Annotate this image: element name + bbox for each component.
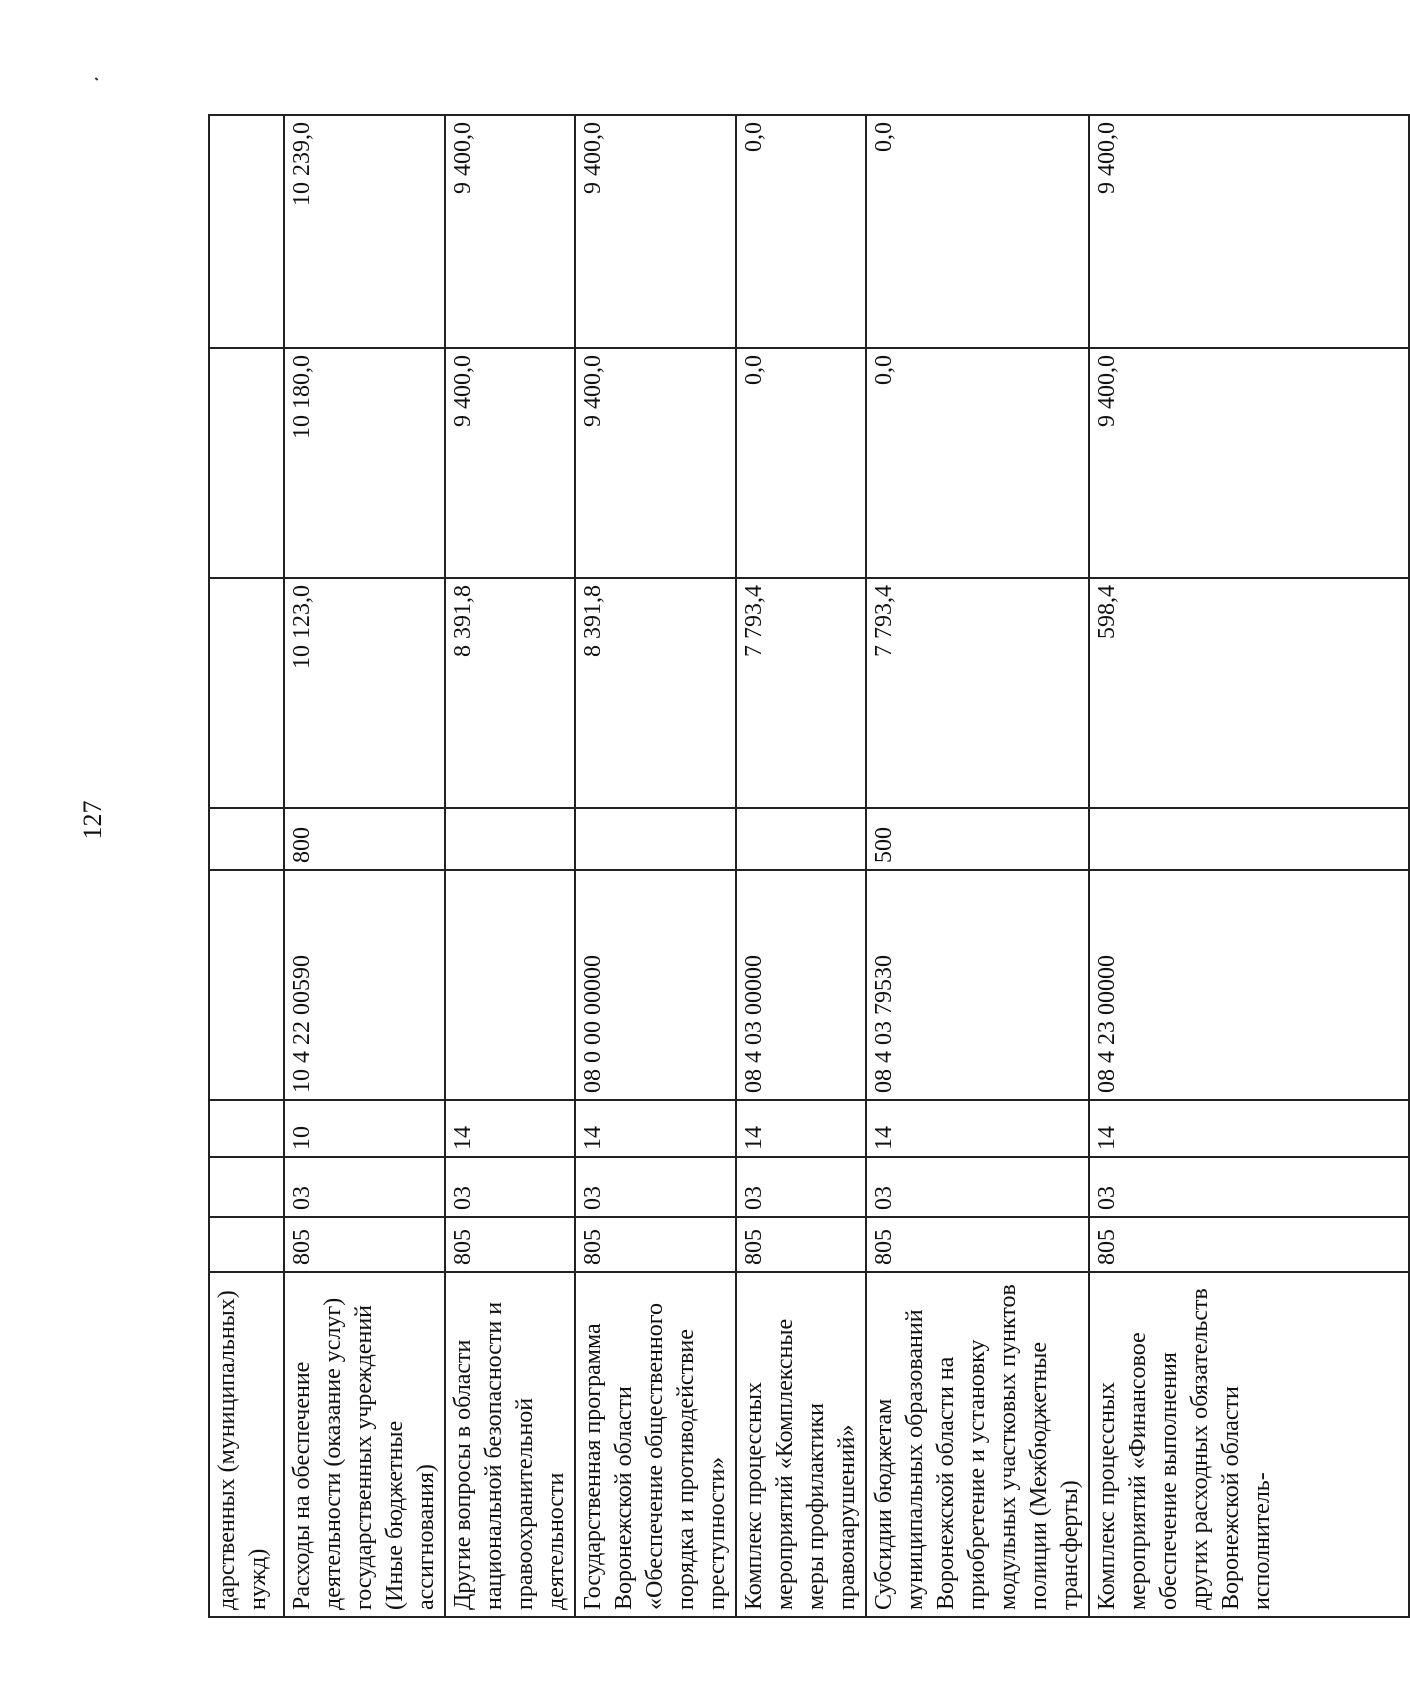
cell-amount-1: 8 391,8 <box>445 578 575 808</box>
rotated-table-container <box>208 116 1275 1618</box>
cell-section: 03 <box>866 1157 1089 1217</box>
cell-target-article: 08 0 00 00000 <box>575 870 736 1100</box>
cell-target-article: 08 4 23 00000 <box>1089 870 1409 1100</box>
cell-target-article: 10 4 22 00590 <box>284 870 445 1100</box>
cell-ministry: 805 <box>866 1217 1089 1272</box>
cell-amount-3: 9 400,0 <box>1089 115 1409 348</box>
cell-target-article <box>209 870 284 1100</box>
cell-amount-1: 7 793,4 <box>736 578 866 808</box>
cell-name: Комплекс процессных мероприятий «Финансовое обеспечение выполнения других расходных обязательств Воронежской области исполнитель- <box>1089 1272 1409 1617</box>
cell-ministry: 805 <box>1089 1217 1409 1272</box>
cell-amount-3: 10 239,0 <box>284 115 445 348</box>
cell-target-article: 08 4 03 00000 <box>736 870 866 1100</box>
cell-expense-type <box>736 808 866 870</box>
table-row <box>209 115 284 1617</box>
cell-amount-2: 9 400,0 <box>445 348 575 578</box>
cell-amount-1: 8 391,8 <box>575 578 736 808</box>
cell-amount-2 <box>209 348 284 578</box>
cell-amount-2: 0,0 <box>736 348 866 578</box>
table-row <box>866 115 1089 1617</box>
cell-amount-2: 0,0 <box>866 348 1089 578</box>
cell-amount-2: 9 400,0 <box>575 348 736 578</box>
cell-name: Субсидии бюджетам муниципальных образований Воронежской области на приобретение и установку модульных участковых пунктов полиции (Межбюджетные трансферты) <box>866 1272 1089 1617</box>
cell-expense-type <box>575 808 736 870</box>
cell-amount-1: 7 793,4 <box>866 578 1089 808</box>
cell-section: 03 <box>736 1157 866 1217</box>
cell-amount-3: 0,0 <box>866 115 1089 348</box>
cell-name: Другие вопросы в области национальной безопасности и правоохранительной деятельности <box>445 1272 575 1617</box>
cell-target-article: 08 4 03 79530 <box>866 870 1089 1100</box>
cell-subsection: 14 <box>736 1100 866 1157</box>
table-row <box>1089 115 1409 1617</box>
cell-name: Комплекс процессных мероприятий «Комплексные меры профилактики правонарушений» <box>736 1272 866 1617</box>
cell-expense-type: 500 <box>866 808 1089 870</box>
table-row <box>284 115 445 1617</box>
table-row <box>445 115 575 1617</box>
cell-subsection: 14 <box>866 1100 1089 1157</box>
cell-name: Расходы на обеспечение деятельности (оказание услуг) государственных учреждений (Иные бюджетные ассигнования) <box>284 1272 445 1617</box>
scan-speck <box>95 77 99 80</box>
cell-ministry: 805 <box>575 1217 736 1272</box>
cell-name: дарственных (муниципальных) нужд) <box>209 1272 284 1617</box>
cell-ministry: 805 <box>736 1217 866 1272</box>
cell-amount-2: 10 180,0 <box>284 348 445 578</box>
table-row <box>736 115 866 1617</box>
page-number: 127 <box>78 800 107 840</box>
cell-subsection: 14 <box>575 1100 736 1157</box>
cell-expense-type: 800 <box>284 808 445 870</box>
cell-amount-3: 9 400,0 <box>445 115 575 348</box>
cell-section: 03 <box>284 1157 445 1217</box>
cell-ministry <box>209 1217 284 1272</box>
cell-amount-2: 9 400,0 <box>1089 348 1409 578</box>
cell-target-article <box>445 870 575 1100</box>
cell-expense-type <box>1089 808 1409 870</box>
cell-ministry: 805 <box>284 1217 445 1272</box>
cell-section: 03 <box>575 1157 736 1217</box>
cell-amount-3 <box>209 115 284 348</box>
cell-section: 03 <box>445 1157 575 1217</box>
table-body <box>209 115 1409 1617</box>
cell-section: 03 <box>1089 1157 1409 1217</box>
cell-subsection: 14 <box>445 1100 575 1157</box>
cell-amount-3: 9 400,0 <box>575 115 736 348</box>
cell-subsection: 10 <box>284 1100 445 1157</box>
cell-amount-1: 598,4 <box>1089 578 1409 808</box>
cell-section <box>209 1157 284 1217</box>
cell-expense-type <box>209 808 284 870</box>
cell-amount-1: 10 123,0 <box>284 578 445 808</box>
cell-subsection: 14 <box>1089 1100 1409 1157</box>
cell-ministry: 805 <box>445 1217 575 1272</box>
cell-subsection <box>209 1100 284 1157</box>
cell-amount-1 <box>209 578 284 808</box>
budget-table <box>208 114 1410 1618</box>
cell-expense-type <box>445 808 575 870</box>
cell-amount-3: 0,0 <box>736 115 866 348</box>
cell-name: Государственная программа Воронежской области «Обеспечение общественного порядка и противодействие преступности» <box>575 1272 736 1617</box>
table-row <box>575 115 736 1617</box>
